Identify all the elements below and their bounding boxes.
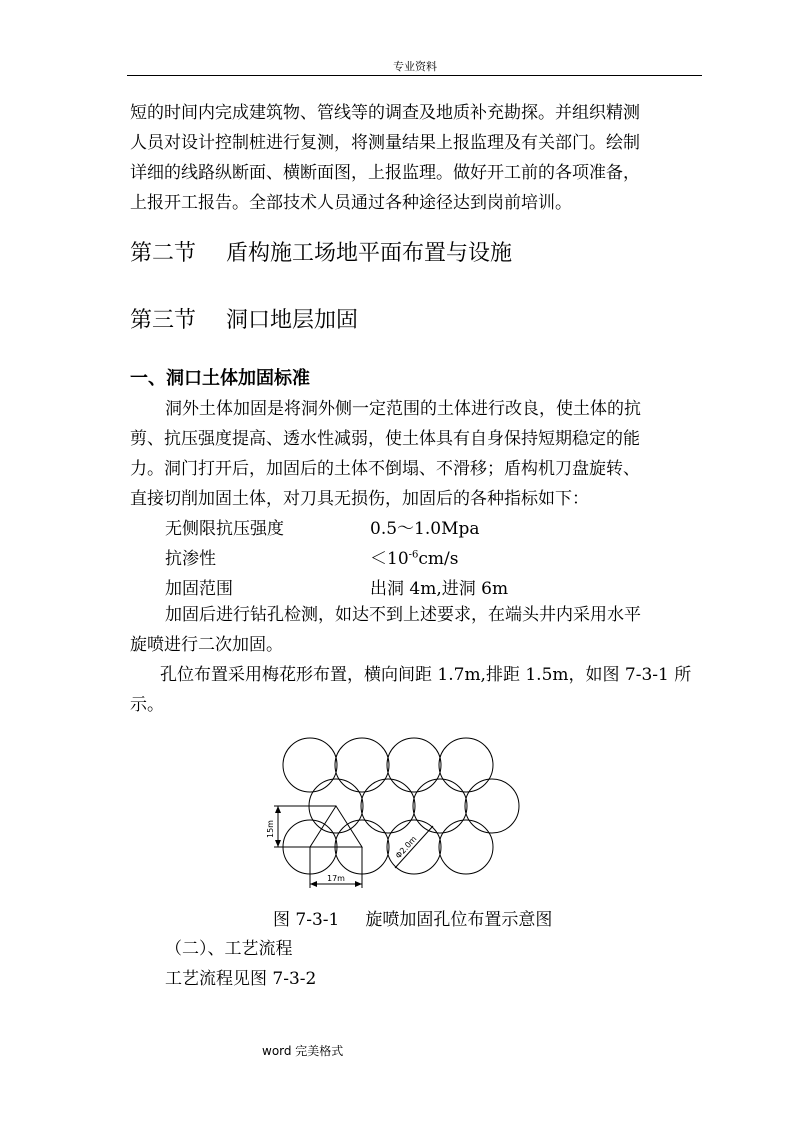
text-line: 加固后进行钻孔检测，如达不到上述要求，在端头井内采用水平 xyxy=(165,605,641,625)
text-line: 详细的线路纵断面、横断面图，上报监理。做好开工前的各项准备， xyxy=(130,163,640,183)
text-line: 上报开工报告。全部技术人员通过各种途径达到岗前培训。 xyxy=(130,193,572,213)
text-line: 旋喷进行二次加固。 xyxy=(130,635,283,655)
intro-paragraph xyxy=(130,98,640,218)
page-footer: word 完美格式 xyxy=(262,1044,344,1058)
jet-grout-circle xyxy=(439,820,493,874)
spec-label: 抗渗性 xyxy=(165,549,216,569)
borehole-layout-figure xyxy=(262,732,532,902)
text-line: 力。洞门打开后，加固后的土体不倒塌、不滑移；盾构机刀盘旋转、 xyxy=(130,459,640,479)
arrow-head xyxy=(275,806,281,813)
jet-grout-circle xyxy=(361,779,415,833)
jet-grout-circle xyxy=(439,738,493,792)
subheading-2: （二）、工艺流程 xyxy=(165,939,293,959)
text-line: 直接切削加固土体，对刀具无损伤，加固后的各种指标如下： xyxy=(130,489,589,509)
arrow-head xyxy=(275,840,281,847)
text-line: 剪、抗压强度提高、透水性减弱，使土体具有自身保持短期稳定的能 xyxy=(130,429,640,449)
diameter-label: Φ2.0m xyxy=(393,834,419,861)
paragraph-3 xyxy=(130,660,691,720)
section-heading-3 xyxy=(130,303,358,334)
spec-label: 无侧限抗压强度 xyxy=(165,519,284,539)
text-line: 孔位布置采用梅花形布置，横向间距 1.7m,排距 1.5m，如图 7-3-1 所 xyxy=(160,665,692,685)
spec-label: 加固范围 xyxy=(165,579,233,599)
arrow-head xyxy=(355,881,362,887)
jet-grout-circle xyxy=(335,738,389,792)
spec-value: 0.5～1.0Mpa xyxy=(370,519,480,539)
paragraph-1 xyxy=(130,394,641,514)
text-line: 人员对设计控制桩进行复测，将测量结果上报监理及有关部门。绘制 xyxy=(130,133,640,153)
jet-grout-circle xyxy=(413,779,467,833)
figure-caption xyxy=(273,905,552,930)
row-spacing-label: 15m xyxy=(266,820,275,838)
jet-grout-circle xyxy=(465,779,519,833)
section-number: 第二节 xyxy=(130,241,197,266)
figure-title: 旋喷加固孔位布置示意图 xyxy=(365,910,553,930)
text-line: 洞外土体加固是将洞外侧一定范围的土体进行改良，使土体的抗 xyxy=(165,399,641,419)
header-rule xyxy=(127,75,702,76)
text-line: 示。 xyxy=(130,695,164,715)
arrow-head xyxy=(310,881,317,887)
spec-value xyxy=(370,544,458,569)
text-line: 短的时间内完成建筑物、管线等的调查及地质补充勘探。并组织精测 xyxy=(130,103,640,123)
column-spacing-label: 17m xyxy=(327,874,345,883)
paragraph-2 xyxy=(130,600,641,660)
section-title: 盾构施工场地平面布置与设施 xyxy=(226,241,513,266)
spec-value: 出洞 4m,进洞 6m xyxy=(370,579,509,599)
spec-value-exponent: -6 xyxy=(408,549,419,561)
page-header: 专业资料 xyxy=(393,60,437,73)
section-number: 第三节 xyxy=(130,308,197,333)
section-title: 洞口地层加固 xyxy=(226,308,359,333)
jet-grout-circle xyxy=(387,738,441,792)
spec-value-unit: cm/s xyxy=(418,549,459,569)
spec-value-base: ＜10 xyxy=(370,549,409,569)
subheading-1: 一、洞口土体加固标准 xyxy=(130,368,310,389)
section-heading-2 xyxy=(130,236,512,267)
jet-grout-circle xyxy=(283,738,337,792)
paragraph-4: 工艺流程见图 7-3-2 xyxy=(165,969,317,989)
figure-number: 图 7-3-1 xyxy=(273,910,340,930)
